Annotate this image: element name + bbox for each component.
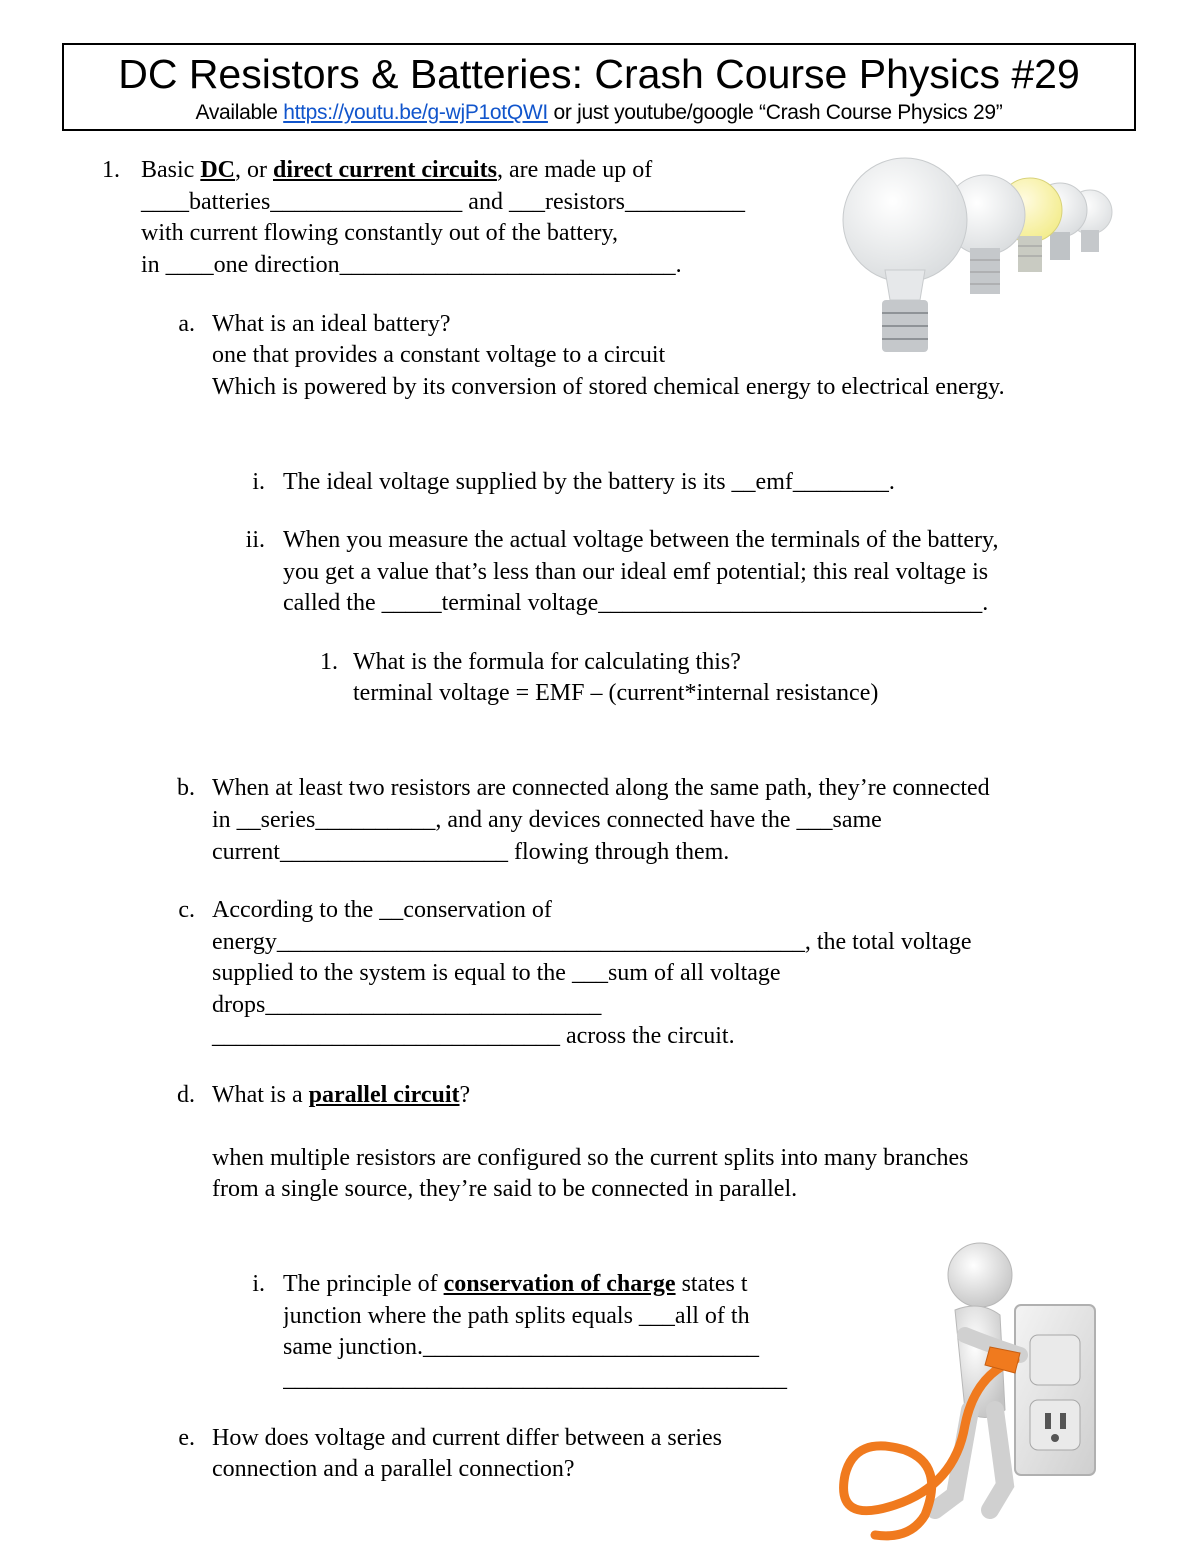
qai-line-1: The ideal voltage supplied by the battery is its __emf________. [283,469,895,495]
qd-line-2: when multiple resistors are configured so the current splits into many branches [212,1145,969,1171]
bulb-1 [843,158,967,352]
qaii1-line-2: terminal voltage = EMF – (current*internal resistance) [353,680,879,706]
q1-line-3: with current flowing constantly out of the battery, [141,220,618,246]
qc-line-5: _____________________________ across the circuit. [212,1023,735,1049]
q1-text-e: , are made up of [496,157,653,183]
qd-mark: d. [177,1082,195,1108]
qdi-mark: i. [252,1271,265,1297]
subtitle-rest: or just youtube/google “Crash Course Physics 29” [547,101,1003,124]
plug-figure-image [815,1235,1115,1545]
qaii-line-1: When you measure the actual voltage between the terminals of the battery, [283,527,999,553]
qe-line-1: How does voltage and current differ between a series [212,1425,723,1451]
title-box [62,43,1136,131]
qaii-line-3: called the _____terminal voltage________________________________. [283,590,989,616]
qb-line-3: current___________________ flowing through them. [212,839,730,865]
qd-term-parallel: parallel circuit [308,1082,460,1108]
subtitle [64,100,1134,126]
qa-line-2: one that provides a constant voltage to a circuit [212,342,666,368]
q1-line-2: ____batteries________________ and ___resistors__________ [141,189,745,215]
page-title: DC Resistors & Batteries: Crash Course Physics #29 [118,51,1080,97]
qa-mark: a. [178,311,195,337]
qa-line-3: Which is powered by its conversion of stored chemical energy to electrical energy. [212,374,1005,400]
outlet [1015,1305,1095,1475]
qaii1-mark: 1. [320,649,338,675]
q1-term-direct-current: direct current circuits [273,157,497,183]
q1-text-a: Basic [141,157,201,183]
qc-line-1: According to the __conservation of [212,897,552,923]
q1-line-1 [141,155,652,187]
qdi-line-2: junction where the path splits equals ___all of th [283,1303,750,1329]
available-label: Available [195,101,284,124]
qdi-line-4: __________________________________________ [283,1366,787,1392]
q1-term-dc: DC [200,157,235,183]
qb-mark: b. [177,775,195,801]
q1-number: 1. [102,157,120,183]
qaii-mark: ii. [245,527,265,553]
qc-line-2: energy____________________________________________, the total voltage [212,929,972,955]
qdi-text-a: The principle of [283,1271,444,1297]
qai-mark: i. [252,469,265,495]
qdi-text-c: states t [675,1271,748,1297]
qa-line-1: What is an ideal battery? [212,311,451,337]
qd-text-a: What is a [212,1082,309,1108]
qd-text-c: ? [459,1082,471,1108]
q1-line-4: in ____one direction____________________________. [141,252,682,278]
qdi-line-3: same junction.____________________________ [283,1334,759,1360]
qaii1-line-1: What is the formula for calculating this? [353,649,741,675]
qdi-term-charge: conservation of charge [443,1271,676,1297]
q1-text-c: , or [235,157,273,183]
light-bulbs-image [830,150,1120,360]
qb-line-1: When at least two resistors are connected along the same path, they’re connected [212,775,990,801]
qc-mark: c. [178,897,195,923]
qd-line-1 [212,1080,470,1112]
qdi-line-1 [283,1269,812,1301]
video-link[interactable]: https://youtu.be/g-wjP1otQWI [283,101,548,124]
qc-line-3: supplied to the system is equal to the ___sum of all voltage [212,960,781,986]
qd-line-3: from a single source, they’re said to be connected in parallel. [212,1176,798,1202]
qe-line-2: connection and a parallel connection? [212,1456,575,1482]
qaii-line-2: you get a value that’s less than our ideal emf potential; this real voltage is [283,559,989,585]
qb-line-2: in __series__________, and any devices connected have the ___same [212,807,882,833]
qe-mark: e. [178,1425,195,1451]
qc-line-4: drops____________________________ [212,992,602,1018]
